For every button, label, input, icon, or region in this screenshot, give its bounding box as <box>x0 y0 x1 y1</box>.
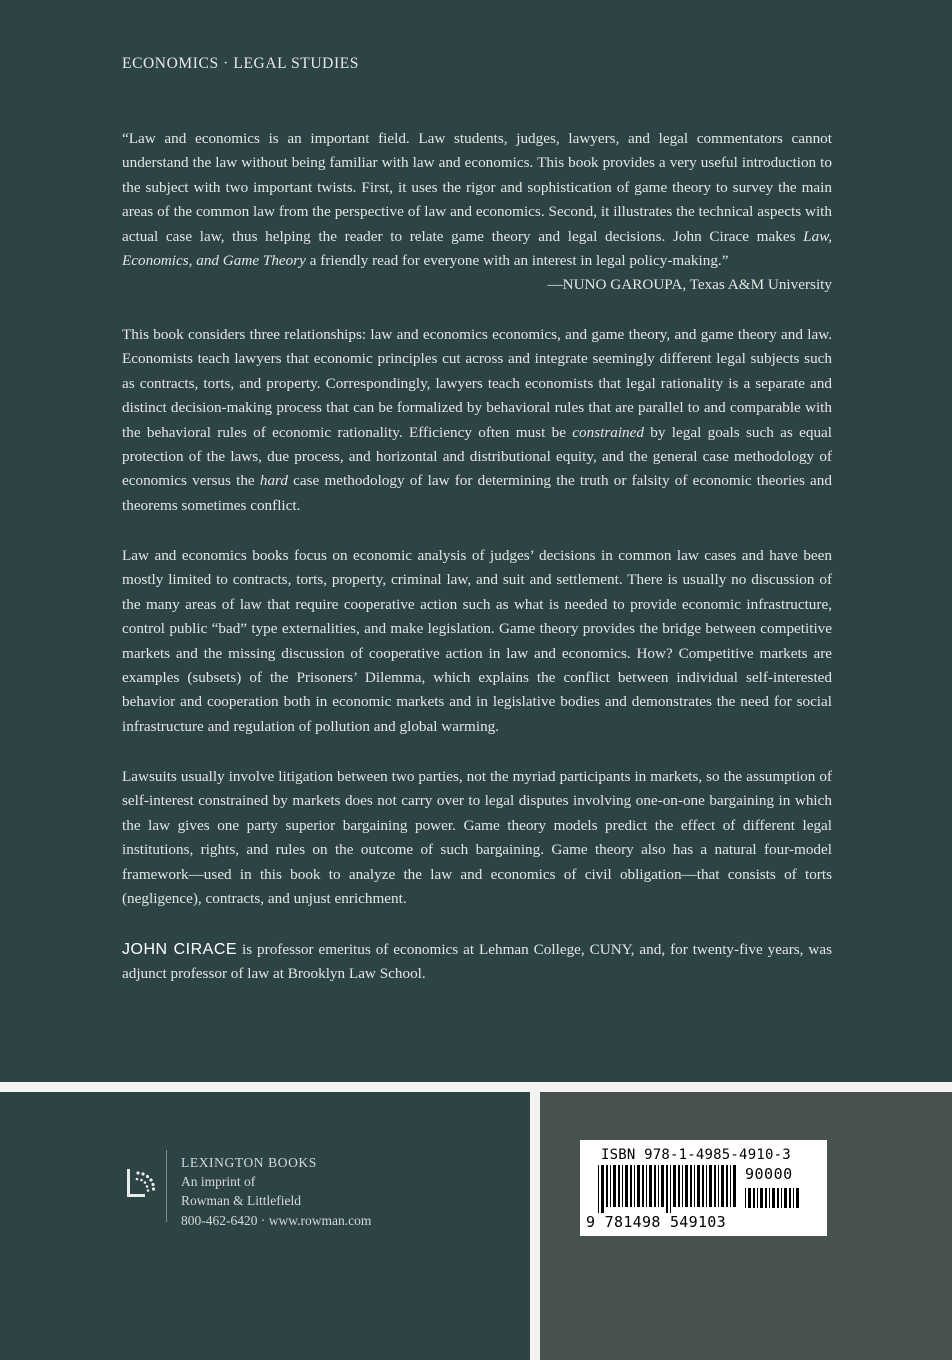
author-name: JOHN CIRACE <box>122 941 238 958</box>
barcode-bar <box>726 1165 728 1207</box>
barcode-bar <box>772 1188 775 1208</box>
barcode-bar <box>658 1165 659 1207</box>
barcode-bar <box>634 1165 635 1207</box>
barcode-bar <box>606 1165 608 1207</box>
barcode-bar <box>601 1165 604 1213</box>
quote-text-1: “Law and economics is an important field. Law students, judges, lawyers, and legal commentators cannot understand the law without being familiar with law and economics. This book provides a very useful introduction to the subject with two important twists. First, it uses the rigor and sophistication of game theory to survey the main areas of the common law from the perspective of law and economics. Second, it illustrates the technical aspects with actual case law, thus helping the reader to relate game theory and legal decisions. John Cirace makes <box>122 130 832 245</box>
barcode-bar <box>649 1165 652 1207</box>
barcode-bar <box>670 1165 671 1213</box>
barcode-bar <box>714 1165 716 1207</box>
publisher-name: LEXINGTON BOOKS <box>181 1155 317 1170</box>
barcode-bar <box>796 1188 799 1208</box>
barcode-bars-icon <box>598 1165 740 1213</box>
quote-attribution: —NUNO GAROUPA, Texas A&M University <box>547 276 832 294</box>
description-paragraph-3: Lawsuits usually involve litigation between two parties, not the myriad participants in markets, so the assumption of self-interest constrained by markets does not carry over to legal disputes involving one-on-one bargaining in which the law gives one party superior bargaining power. Game theory models predict the effect of different legal institutions, rights, and rules on the outcome of such bargaining. Game theory also has a natural four-model framework—used in this book to analyze the law and economics of civil obligation—that consists of torts (negligence), contracts, and unjust enrichment. <box>122 768 832 908</box>
barcode-bar <box>610 1165 611 1207</box>
desc1-emphasis-hard: hard <box>259 472 288 490</box>
endorsement-quote <box>122 127 832 298</box>
barcode-bar <box>678 1165 680 1207</box>
barcode-bar <box>765 1188 767 1208</box>
barcode-bar <box>781 1188 782 1208</box>
author-bio-text: is professor emeritus of economics at Lehman College, CUNY, and, for twenty-five years, was adjunct professor of law at Brooklyn Law School. <box>122 941 832 983</box>
isbn-label: ISBN 978-1-4985-4910-3 <box>601 1147 791 1163</box>
barcode-bar <box>646 1165 647 1207</box>
barcode-bar <box>745 1188 746 1208</box>
desc1-text-a: This book considers three relationships: law and economics economics, and game theory, and game theory and law. Economists teach lawyers that economic principles cut across and integrate seemingly different legal subjects such as contracts, torts, and property. Correspondingly, lawyers teach economists that legal rationality is a separate and distinct decision-making process that can be formalized by behavioral rules that are parallel to and comparable with the behavioral rules of economic rationality. Efficiency often must be <box>122 326 832 441</box>
quote-text-2: a friendly read for everyone with an interest in legal policy-making.” <box>305 252 729 270</box>
barcode-bar <box>721 1165 724 1207</box>
barcode-bar <box>598 1165 599 1213</box>
description-paragraph-1 <box>122 323 832 518</box>
barcode-bar <box>760 1188 763 1208</box>
barcode-bar <box>697 1165 700 1207</box>
barcode-bar <box>618 1165 620 1207</box>
barcode-bar <box>637 1165 640 1207</box>
logo-divider <box>166 1150 167 1222</box>
barcode-bar <box>673 1165 676 1207</box>
barcode-bar <box>630 1165 632 1207</box>
publisher-contact: 800-462-6420 · www.rowman.com <box>181 1212 372 1228</box>
description-paragraph-2: Law and economics books focus on economic analysis of judges’ decisions in common law cases and have been mostly limited to contracts, torts, property, criminal law, and suit and settlement. There is usually no discussion of the many areas of law that require cooperative action such as what is needed to provide economic infrastructure, control public “bad” type externalities, and make legislation. Game theory provides the bridge between competitive markets and the missing discussion of cooperative action in law and economics. How? Competitive markets are examples (subsets) of the Prisoners’ Dilemma, which explains the conflict between individual self-interested behavior and cooperation both in economic markets and in legislative bodies and demonstrates the need for social infrastructure and regulation of pollution and global warming. <box>122 547 832 735</box>
barcode-bar <box>613 1165 616 1207</box>
barcode-bar <box>682 1165 683 1207</box>
barcode-bar <box>748 1188 751 1208</box>
barcode-bar <box>730 1165 731 1207</box>
barcode-bar <box>789 1188 791 1208</box>
addon-barcode-bars-icon <box>745 1188 803 1214</box>
barcode-bar <box>690 1165 692 1207</box>
panel-separator <box>530 1092 540 1360</box>
quote-book-title: Law, Economics, and Game Theory <box>122 227 832 270</box>
lexington-logo-icon <box>125 1159 159 1209</box>
barcode-bar <box>654 1165 656 1207</box>
barcode-bar <box>666 1165 668 1213</box>
desc1-emphasis-constrained: constrained <box>572 423 644 441</box>
price-code: 90000 <box>745 1165 793 1183</box>
desc1-text-c: case methodology of law for determining the truth or falsity of economic theories and theorems sometimes conflict. <box>122 472 832 514</box>
barcode-bar <box>777 1188 779 1208</box>
publisher-imprint-line: An imprint of <box>181 1174 256 1190</box>
publisher-info <box>181 1153 371 1230</box>
barcode-bar <box>694 1165 695 1207</box>
barcode-bar <box>642 1165 644 1207</box>
ean-digits: 9 781498 549103 <box>586 1213 726 1231</box>
barcode-bar <box>757 1188 758 1208</box>
barcode-bar <box>753 1188 755 1208</box>
barcode-bar <box>622 1165 623 1207</box>
barcode-bar <box>709 1165 712 1207</box>
divider-band <box>0 1082 952 1092</box>
barcode-bar <box>733 1165 736 1207</box>
barcode-bar <box>706 1165 707 1207</box>
barcode-bar <box>793 1188 794 1208</box>
barcode-bar <box>718 1165 719 1207</box>
barcode-bar <box>784 1188 787 1208</box>
barcode-bar <box>661 1165 664 1207</box>
barcode-bar <box>702 1165 704 1207</box>
barcode-bar <box>769 1188 770 1208</box>
desc1-text-b: by legal goals such as equal protection of the laws, due process, and horizontal and distributional equity, and the general case methodology of economics versus the <box>122 423 832 490</box>
barcode-bar <box>625 1165 628 1207</box>
author-bio <box>122 938 832 987</box>
category-label: ECONOMICS · LEGAL STUDIES <box>122 55 360 72</box>
isbn-barcode <box>580 1140 827 1236</box>
publisher-parent: Rowman & Littlefield <box>181 1193 301 1209</box>
barcode-bar <box>685 1165 688 1207</box>
